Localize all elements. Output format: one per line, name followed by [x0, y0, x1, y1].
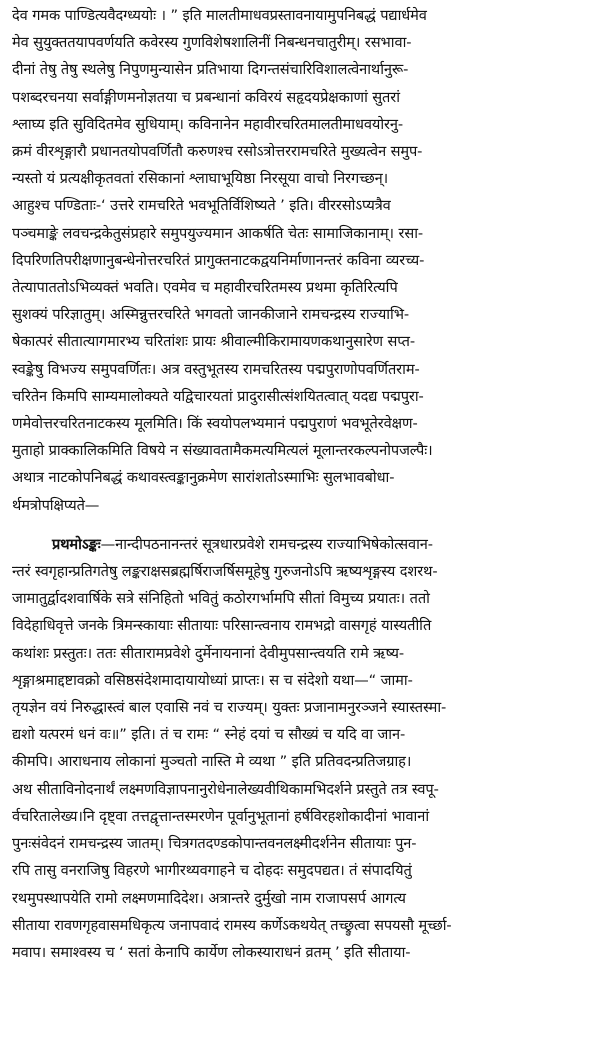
text-line: कीमपि। आराधनाय लोकानां मुञ्चतो नास्ति मे व्यथा ” इति प्रतिवदन्प्रतिजग्राह। [12, 753, 412, 771]
text-line: र्वचरितालेख्य।नि दृष्ट्वा तत्तद्वृत्तान्तस्मरणेन पूर्वानुभूतानां हर्षविरहशोकादीनां भावानां [12, 807, 430, 825]
text-line: अथात्र नाटकोपनिबद्धं कथावस्त्वङ्कानुक्रमेण सारांशतोऽस्माभिः सुलभावबोधा- [12, 469, 395, 487]
text-line: श्लाघ्य इति सुविदितमेव सुधियाम्। कविनानेन महावीरचरितमालतीमाधवयोरनु- [12, 115, 404, 133]
text-line: विदेहाधिवृत्ते जनके त्रिमन्स्कायाः सीतायाः परिसान्त्वनाय रामभद्रो वासगृहं यास्यतीति [12, 617, 432, 635]
text-line: तेत्यापाततोऽभिव्यक्तं भवति। एवमेव च महावीरचरितमस्य प्रथमा कृतिरित्यपि [12, 279, 398, 297]
text-line: सीताया रावणगृहवासमधिकृत्य जनापवादं रामस्य कर्णेऽकथयेत् तच्छ्रुत्वा सपयसौ मूर्च्छा- [12, 916, 452, 934]
text-line: सुशक्यं परिज्ञातुम्। अस्मिन्नुत्तरचरिते भगवतो जानकीजाने रामचन्द्रस्य राज्याभि- [12, 306, 410, 324]
text-line: तृयज्ञेन वयं निरुद्धास्त्वं बाल एवासि नवं च राज्यम्। युक्तः प्रजानामनुरञ्जने स्यास्तस्मा- [12, 699, 447, 717]
text-line: न्तरं स्वगृहान्प्रतिगतेषु लङ्कराक्षसब्रह्मर्षिराजर्षिसमूहेषु गुरुजनोऽपि ऋष्यशृङ्गस्य दशरथ- [12, 563, 438, 581]
text-line: मवाप। समाश्वस्य च ‘ सतां केनापि कार्येण लोकस्याराधनं व्रतम् ’ इति सीताया- [12, 943, 411, 961]
text-line: मुताहो प्राक्कालिकमिति विषये न संख्यावतामैकमत्यमित्यलं मूलान्तरकल्पनोपजल्पैः। [12, 442, 433, 460]
text-line: शृङ्गाश्रमाद्दष्टावक्रो वसिष्ठसंदेशमादायायोध्यां प्राप्तः। स च संदेशो यथा—“ जामा- [12, 671, 413, 689]
text-line: अथ सीताविनोदनार्थं लक्ष्मणविज्ञापनानुरोधेनालेख्यवीथिकामभिदर्शने प्रस्तुते तत्र स्वपू- [12, 780, 439, 798]
text-line: दीनां तेषु तेषु स्थलेषु निपुणमुन्यासेन प्रतिभाया दिगन्तसंचारिविशालत्वेनार्थानुरू- [12, 61, 409, 79]
text-line: रथमुपस्थापयेति रामो लक्ष्मणमादिदेश। अत्रान्तरे दुर्मुखो नाम राजापसर्प आगत्य [12, 889, 406, 907]
text-line-continuation: —नान्दीपठनानन्तरं सूत्रधारप्रवेशे रामचन्द्रस्य राज्याभिषेकोत्सवान- [100, 535, 433, 553]
paragraph-first-act [12, 531, 588, 966]
text-line: क्रमं वीरशृङ्गारौ प्रधानतयोपवर्णितौ करुणश्च रसोऽत्रोत्तररामचरिते मुख्यत्वेन समुप- [12, 143, 423, 161]
text-line: द्यशो यत्परमं धनं वः॥” इति। तं च रामः “ स्नेहं दयां च सौख्यं च यदि वा जान- [12, 726, 406, 744]
paragraph-gap [12, 519, 588, 531]
text-line: न्यस्तो यं प्रत्यक्षीकृतवतां रसिकानां श्लाघाभूयिष्ठा निरसूया वाचो निरगच्छन्। [12, 170, 389, 188]
text-line: आहुश्च पण्डिताः-‘ उत्तरे रामचरिते भवभूतिर्विशिष्यते ’ इति। वीररसोऽप्यत्रैव [12, 197, 391, 215]
act-heading: प्रथमोऽङ्कः [52, 535, 101, 553]
text-line: दिपरिणतिपरीक्षणानुबन्धेनोत्तरचरितं प्रागुक्तनाटकद्वयनिर्माणानन्तरं कविना व्यरच्य- [12, 251, 425, 269]
text-line: रपि तासु वनराजिषु विहरणे भागीरथ्यवगाहने च दोहदः समुदपद्यत। तं संपादयितुं [12, 862, 412, 880]
text-line: मेव सुयुक्ततयापवर्णयति कवेरस्य गुणविशेषशालिनीं निबन्धनचातुरीम्। रसभावा- [12, 34, 412, 52]
text-line: जामातुर्द्वादशवार्षिके सत्रे संनिहितो भवितुं कठोरगर्भामपि सीतां विमुच्य प्रयातः। ततो [12, 590, 430, 608]
text-line: पुनःसंवेदनं रामचन्द्रस्य जातम्। चित्रगतदण्डकोपान्तवनलक्ष्मीदर्शनेन सीतायाः पुन- [12, 835, 417, 853]
text-line: र्थमत्रोपक्षिप्यते— [12, 496, 100, 514]
text-line: पञ्चमाङ्के लवचन्द्रकेतुसंप्रहारे समुपयुज्यमान आकर्षति चेतः सामाजिकानाम्। रसा- [12, 224, 424, 242]
text-line: देव गमक पाण्डित्यवैदग्ध्ययोः । ” इति मालतीमाधवप्रस्तावनायामुपनिबद्धं पद्यार्धमेव [12, 7, 427, 24]
text-line: णमेवोत्तरचरितनाटकस्य मूलमिति। किं स्वयोपलभ्यमानं पद्मपुराणं भवभूतेरवेक्षण- [12, 415, 418, 433]
text-line: चरितेन किमपि साम्यमालोक्यते यद्विचारयतां प्रादुरासीत्संशयितत्वात् यदद्य पद्मपुरा- [12, 387, 424, 405]
text-line: पशब्दरचनया सर्वाङ्गीणमनोज्ञतया च प्रबन्धानां कविरयं सहृदयप्रेक्षकाणां सुतरां [12, 88, 400, 106]
text-line: षेकात्परं सीतात्यागमारभ्य चरितांशः प्रायः श्रीवाल्मीकिरामायणकथानुसारेण सप्त- [12, 333, 416, 351]
text-line [12, 531, 588, 558]
text-line: कथांशः प्रस्तुतः। ततः सीतारामप्रवेशे दुर्मेनायनानां देवीमुपसान्त्वयति रामे ऋष्य- [12, 644, 405, 662]
paragraph-introduction [12, 2, 588, 519]
text-line: स्वङ्केषु विभज्य समुपवर्णितः। अत्र वस्तुभूतस्य रामचरितस्य पद्मपुराणोपवर्णितराम- [12, 360, 420, 378]
